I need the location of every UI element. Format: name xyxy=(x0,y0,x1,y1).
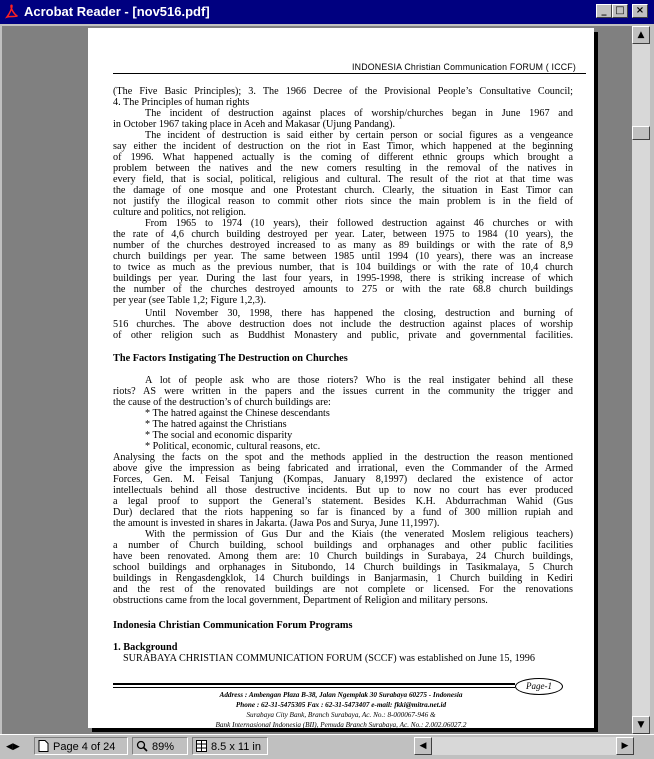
magnifier-icon xyxy=(136,740,148,752)
close-button[interactable]: × xyxy=(632,4,648,18)
section-heading: Indonesia Christian Communication Forum Programs xyxy=(113,620,353,631)
page-header: INDONESIA Christian Communication FORUM ( ICCF) xyxy=(352,62,576,72)
body-line: not justify the illogical reason to commit other riots since the main problem is in the field of xyxy=(113,196,573,207)
pdf-page xyxy=(88,28,594,728)
body-line: From 1965 to 1974 (10 years), their followed destruction against 46 churches or with xyxy=(145,218,573,229)
footer-rule xyxy=(113,683,515,685)
body-line: say either the incident of destruction on the riot in East Timor, which happened at the beginning xyxy=(113,141,573,152)
section-heading: The Factors Instigating The Destruction on Churches xyxy=(113,353,348,364)
bullet-item: * The social and economic disparity xyxy=(145,430,293,441)
zoom-level: 89% xyxy=(152,741,175,753)
body-line: Analysing the facts on the spot and the methods applied in the destruction the reason mentioned xyxy=(113,452,573,463)
section-heading: 1. Background xyxy=(113,642,178,653)
header-rule xyxy=(113,73,586,74)
bullet-item: * The hatred against the Chinese descendants xyxy=(145,408,330,419)
body-line: every field, that is social, political, religious and cultural. The result of the riot at that time was xyxy=(113,174,573,185)
body-line: obstructions came from the local government, Department of Religion and military persons. xyxy=(113,595,488,606)
acrobat-icon xyxy=(4,4,20,20)
grid-icon xyxy=(196,740,207,752)
scroll-down-button[interactable]: ▼ xyxy=(632,716,650,734)
body-line: 516 churches. The above destruction does not include the destruction against places of worship xyxy=(113,319,573,330)
body-line: the amount is invested in shares in Jakarta. (Jawa Pos and Surya, June 11,1997). xyxy=(113,518,440,529)
body-line: intellectuals behind all those destructive incidents. But up to now no court has ever produced xyxy=(113,485,573,496)
vertical-scrollbar[interactable] xyxy=(632,26,650,734)
body-line: A lot of people ask who are those rioters? Who is the real instigater behind all these xyxy=(145,375,573,386)
page-indicator[interactable] xyxy=(34,737,128,755)
scroll-right-button[interactable]: ▶ xyxy=(616,737,634,755)
page-icon xyxy=(38,740,49,752)
body-line: Dur) declared that the riots happening so far is financed by a fund of 300 million rupiah and xyxy=(113,507,573,518)
page-count: Page 4 of 24 xyxy=(53,741,116,753)
body-line: a legal proof to support the General’s statement. Besides K.H. Abdurrachman Wahid (Gus xyxy=(113,496,573,507)
footer-contact: Phone : 62-31-5475305 Fax : 62-31-5473407 e-mail: fkki@mitra.net.id xyxy=(235,701,447,709)
bullet-item: * The hatred against the Christians xyxy=(145,419,287,430)
zoom-indicator[interactable] xyxy=(132,737,188,755)
scroll-left-button[interactable]: ◀ xyxy=(414,737,432,755)
body-line: the cause of the destruction’s of church buildings are: xyxy=(113,397,331,408)
body-line: and the rest of the renovated buildings are not complete or licensed. For the renovations xyxy=(113,584,573,595)
bullet-item: * Political, economic, cultural reasons, etc. xyxy=(145,441,321,452)
scroll-thumb[interactable] xyxy=(632,126,650,140)
maximize-button[interactable]: □ xyxy=(612,4,628,18)
body-line: the damage of one mosque and one Protestant church. Clearly, the situation in East Timor can xyxy=(113,185,573,196)
body-line: With the permission of Gus Dur and the Kiais (the venerated Moslem religious teachers) xyxy=(145,529,573,540)
footer-address: Address : Ambengan Plaza B-38, Jalan Ngemplak 30 Surabaya 60275 - Indonesia xyxy=(219,691,463,699)
body-line: above give the impression as being fabricated and irrational, even the Commander of the Armed xyxy=(113,463,573,474)
body-line: in October 1967 taking place in Aceh and Makasar (Ujung Pandang). xyxy=(113,119,396,130)
page-size-indicator[interactable] xyxy=(192,737,268,755)
body-line: to twice as much as the previous number, that is 104 buildings or with the rate of 10,4 church xyxy=(113,262,573,273)
body-line: school buildings and orphanages in Situbondo, 14 Church buildings in Tasikmalaya, 5 Church xyxy=(113,562,573,573)
window-title: Acrobat Reader - [nov516.pdf] xyxy=(24,4,210,19)
minimize-button[interactable]: _ xyxy=(596,4,612,18)
body-line: buildings per year. During the last four years, in 1995-1998, there is striking increase of which xyxy=(113,273,573,284)
footer-rule xyxy=(113,687,515,688)
horizontal-scrollbar[interactable] xyxy=(414,737,634,755)
page-number-badge: Page-1 xyxy=(515,678,563,695)
body-line: riots? AS were written in the papers and the issues current in the community the trigger and xyxy=(113,386,573,397)
body-line: have been renovated. Among them are: 10 Church buildings in Surabaya, 24 Church buildings, xyxy=(113,551,573,562)
status-bar xyxy=(0,734,654,759)
body-line: problem between the natives and the new comers resulting in the removal of the natives in xyxy=(113,163,573,174)
page-size: 8.5 x 11 in xyxy=(211,741,261,753)
footer-bank: Surabaya City Bank, Branch Surabaya, Ac. No.: 8-000067-946 & xyxy=(246,711,436,719)
scroll-up-button[interactable]: ▲ xyxy=(632,26,650,44)
body-line: of other religion such as Buddhist Monastery and public, private and governmental facilities. xyxy=(113,330,573,341)
body-line: number of the churches destroyed increased to as many as 89 buildings or with the rate of 8,9 xyxy=(113,240,573,251)
body-line: The incident of destruction is said either by certain person or social figures as a vengeance xyxy=(145,130,573,141)
body-line: The incident of destruction against places of worship/churches began in June 1967 and xyxy=(145,108,573,119)
first-page-icon[interactable]: ◀▶ xyxy=(6,741,20,751)
body-line: a number of Church building, school buildings and orphanages and other public facilities xyxy=(113,540,573,551)
body-line: 4. The Principles of human rights xyxy=(113,97,250,108)
body-line: the number of the churches destroyed amounts to 275 or with the rate 68.8 church buildings xyxy=(113,284,573,295)
body-line: culture and politics, not religion. xyxy=(113,207,246,218)
body-line: SURABAYA CHRISTIAN COMMUNICATION FORUM (SCCF) was established on June 15, 1996 xyxy=(123,653,535,664)
document-view[interactable] xyxy=(2,26,632,734)
body-line: Until November 30, 1998, there has happened the closing, destruction and burning of xyxy=(145,308,573,319)
footer-bank: Bank Internasional Indonesia (BII), Pemuda Branch Surabaya, Ac. No.: 2.002.06027.2 xyxy=(215,721,467,729)
body-line: the rate of 4,6 church building destroyed per year. Later, between 1975 to 1984 (10 years), the xyxy=(113,229,573,240)
body-line: of 1996. What happened actually is the coming of different ethnic groups which brought a xyxy=(113,152,573,163)
body-line: (The Five Basic Principles); 3. The 1966 Decree of the Provisional People’s Consultative Council; xyxy=(113,86,573,97)
body-line: buildings in Rengasdengklok, 14 Church buildings in Banjarmasin, 1 Church building in Kediri xyxy=(113,573,573,584)
body-line: Forces, Gen. M. Feisal Tanjung (Kompas, January 8,1997) declared the existence of actor xyxy=(113,474,573,485)
body-line: church buildings per year. The same between 1985 until 1994 (10 years), there was an increase xyxy=(113,251,573,262)
body-line: per year (see Table 1,2; Figure 1,2,3). xyxy=(113,295,266,306)
title-bar xyxy=(0,0,654,24)
